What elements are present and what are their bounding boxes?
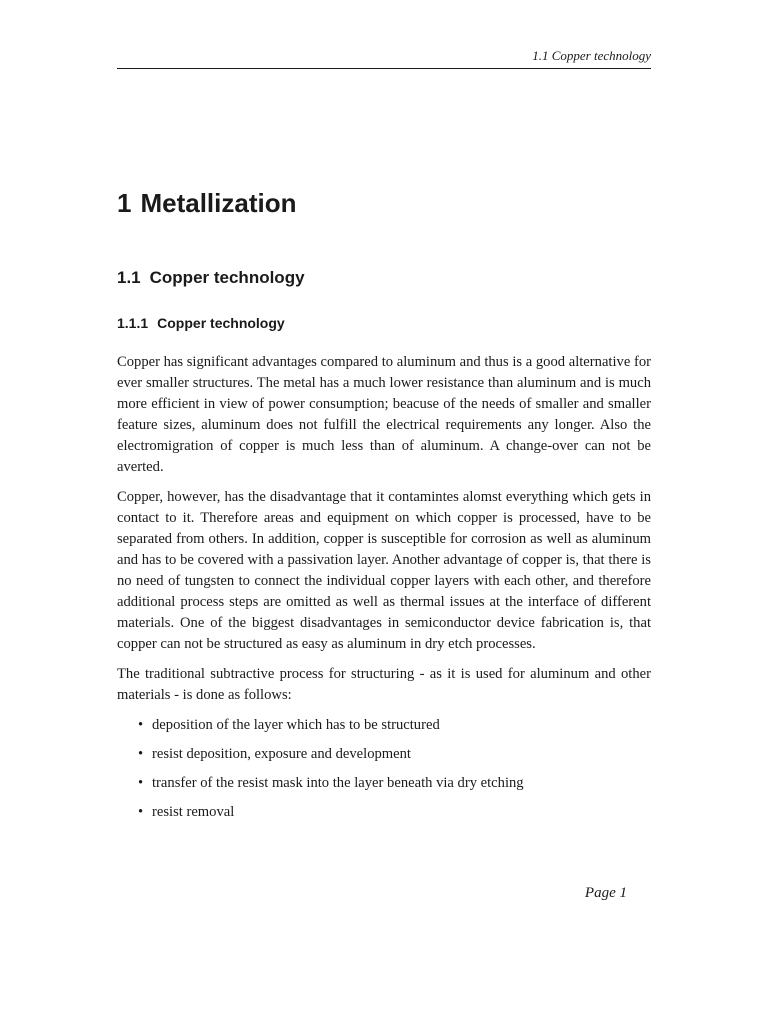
list-item: • resist deposition, exposure and development bbox=[152, 744, 651, 765]
process-steps-list bbox=[117, 715, 651, 823]
chapter-title: Metallization bbox=[140, 188, 297, 218]
list-item: • resist removal bbox=[152, 802, 651, 823]
chapter-number: 1 bbox=[117, 188, 132, 218]
header-rule bbox=[117, 68, 651, 69]
paragraph-2: Copper, however, has the disadvantage that it contamintes alomst everything which gets in contact to it. Therefore areas and equipment on which copper is processed, have to be separated from others. In addition, copper is susceptible for corrosion as well as aluminum and has to be covered with a passivation layer. Another advantage of copper is, that there is no need of tungsten to connect the individual copper layers with each other, and therefore additional process steps are omitted as well as thermal issues at the interface of different materials. One of the biggest disadvantages in semiconductor device fabrication is, that copper can not be structured as easy as aluminum in dry etch processes. bbox=[117, 489, 651, 652]
running-header: 1.1 Copper technology bbox=[532, 48, 651, 63]
section-number: 1.1 bbox=[117, 268, 141, 287]
subsection-number: 1.1.1 bbox=[117, 315, 149, 331]
page-number: Page 1 bbox=[584, 885, 627, 901]
section-title: Copper technology bbox=[149, 268, 305, 287]
list-item: • deposition of the layer which has to be structured bbox=[152, 715, 651, 736]
subsection-heading bbox=[117, 315, 285, 331]
chapter-heading bbox=[117, 188, 296, 219]
section-heading bbox=[117, 268, 305, 288]
body-text bbox=[117, 352, 651, 831]
paragraph-3: The traditional subtractive process for structuring - as it is used for aluminum and other materials - is done as follows: bbox=[117, 666, 651, 703]
subsection-title: Copper technology bbox=[157, 315, 285, 331]
paragraph-1: Copper has significant advantages compared to aluminum and thus is a good alternative for ever smaller structures. The metal has a much lower resistance than aluminum and is much more efficient in view of power consumption; beacuse of the needs of smaller and smaller feature sizes, aluminum does not fulfill the electrical requirements any longer. Also the electromigration of copper is much less than of aluminum. A change-over can not be averted. bbox=[117, 354, 651, 475]
list-item: • transfer of the resist mask into the layer beneath via dry etching bbox=[152, 773, 651, 794]
